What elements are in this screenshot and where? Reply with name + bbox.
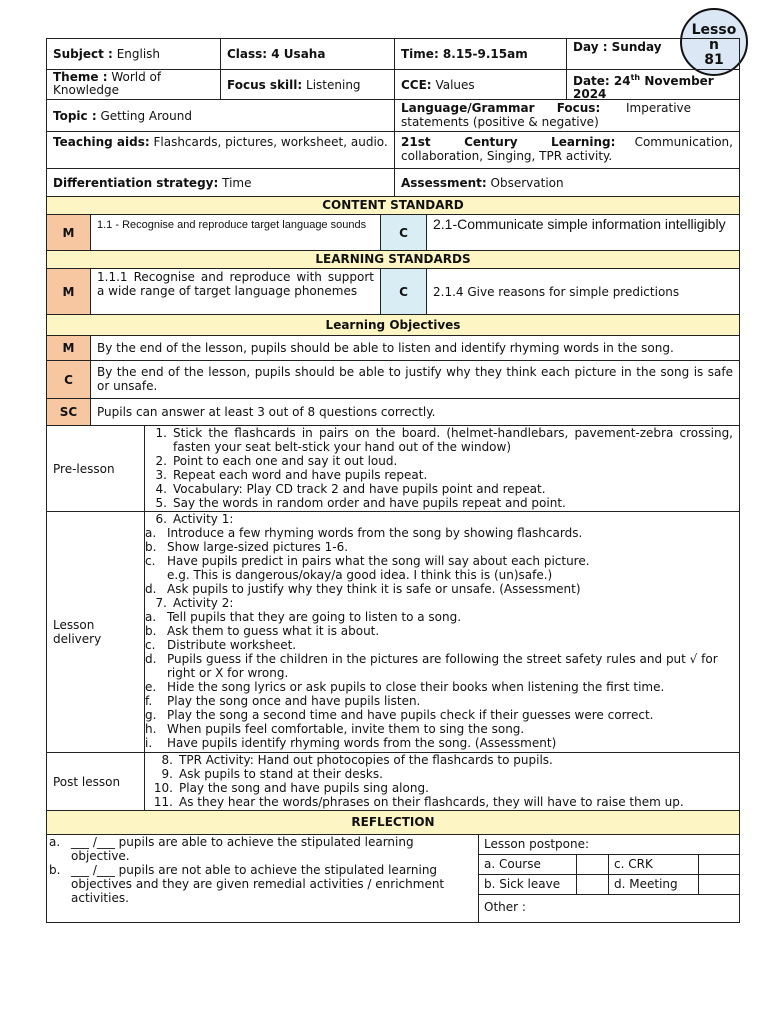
postpone-panel bbox=[479, 835, 739, 922]
content-m-text: 1.1 - Recognise and reproduce target language sounds bbox=[91, 215, 381, 250]
post-lesson-step-item-number: 9. bbox=[161, 767, 173, 781]
reflection-b-text: ___ /___ pupils are not able to achieve the stipulated learning objectives and they are given remedial activities / enrichment activities. bbox=[71, 863, 445, 905]
pre-lesson-row bbox=[46, 426, 740, 512]
activity-1-item-text: Ask pupils to justify why they think it is safe or unsafe. (Assessment) bbox=[167, 582, 581, 596]
cce-value: Values bbox=[435, 77, 475, 92]
cce-cell bbox=[395, 70, 567, 99]
reflection-b-label: b. bbox=[49, 863, 61, 877]
lesson-delivery-steps bbox=[145, 512, 739, 752]
activity-1-item-number bbox=[145, 568, 167, 582]
header-row-2 bbox=[46, 70, 740, 100]
date-rest: November 2024 bbox=[573, 74, 714, 101]
header-row-4 bbox=[46, 132, 740, 169]
assess-value: Observation bbox=[490, 175, 564, 190]
lesson-plan-table bbox=[46, 38, 740, 923]
activity-2-item-text: Tell pupils that they are going to listen to a song. bbox=[167, 610, 462, 624]
theme-cell bbox=[47, 70, 221, 99]
post-lesson-label: Post lesson bbox=[47, 753, 145, 810]
activity-2-item bbox=[145, 610, 733, 624]
pre-lesson-step-item-number: 1. bbox=[155, 426, 167, 440]
activity-2-item bbox=[145, 638, 733, 652]
activity-2-item bbox=[145, 708, 733, 722]
pre-lesson-step-item-number: 5. bbox=[155, 496, 167, 510]
objectives-title: Learning Objectives bbox=[47, 315, 739, 335]
post-lesson-list bbox=[145, 753, 733, 809]
grammar-value: Imperative statements (positive & negative) bbox=[401, 101, 692, 129]
date-label: Date: 24 bbox=[573, 74, 631, 88]
subject-value: English bbox=[116, 47, 161, 61]
activity-1-item-number: b. bbox=[145, 540, 157, 554]
activity-2-item-text: Pupils guess if the children in the pictures are following the street safety rules and put √ for right or X for wrong. bbox=[167, 652, 718, 680]
differentiation-cell bbox=[47, 169, 395, 196]
pre-lesson-step-item bbox=[145, 426, 733, 454]
learning-standards-row bbox=[46, 269, 740, 315]
meeting-option: d. Meeting bbox=[609, 875, 699, 895]
activity-2-item-text: Have pupils identify rhyming words from the song. (Assessment) bbox=[167, 736, 557, 750]
learning-m-tag: M bbox=[47, 269, 91, 314]
century-learning-cell bbox=[395, 132, 739, 168]
post-lesson-step-item-text: TPR Activity: Hand out photocopies of the flashcards to pupils. bbox=[179, 753, 553, 767]
activity-2-items bbox=[145, 610, 733, 750]
assess-label: Assessment: bbox=[401, 175, 487, 190]
post-lesson-step-item bbox=[145, 781, 733, 795]
post-lesson-step-item-number: 10. bbox=[153, 781, 173, 795]
pre-lesson-step-item-text: Vocabulary: Play CD track 2 and have pupils point and repeat. bbox=[173, 482, 546, 496]
pre-lesson-step-item bbox=[145, 454, 733, 468]
focus-label: Focus skill: bbox=[227, 77, 303, 92]
reflection-header bbox=[46, 811, 740, 835]
activity-2-item bbox=[145, 736, 733, 750]
pre-lesson-step-item-text: Point to each one and say it out loud. bbox=[173, 454, 398, 468]
course-checkbox[interactable] bbox=[577, 855, 609, 875]
post-lesson-row bbox=[46, 753, 740, 811]
pre-lesson-step-item-text: Stick the flashcards in pairs on the board. (helmet-handlebars, pavement-zebra crossing, fasten your seat belt-stick your hand out of the window) bbox=[173, 426, 733, 454]
header-row-5 bbox=[46, 169, 740, 197]
activity-2-item bbox=[145, 694, 733, 708]
pre-lesson-step-item bbox=[145, 468, 733, 482]
post-lesson-step-item bbox=[145, 753, 733, 767]
subject-cell bbox=[47, 39, 221, 69]
date-suffix: th bbox=[630, 73, 641, 82]
content-m-tag: M bbox=[47, 215, 91, 250]
objective-c-text: By the end of the lesson, pupils should be able to justify why they think each picture in the song is safe or unsafe. bbox=[97, 365, 733, 393]
activity-1-items bbox=[145, 526, 733, 596]
learning-m-text: 1.1.1 Recognise and reproduce with support a wide range of target language phonemes bbox=[91, 269, 381, 314]
post-lesson-step-item-number: 11. bbox=[153, 795, 173, 809]
activity-1-item bbox=[145, 540, 733, 554]
badge-line-1: Lesso bbox=[691, 22, 737, 38]
header-row-1 bbox=[46, 38, 740, 70]
activity-2-item-text: Distribute worksheet. bbox=[167, 638, 297, 652]
day-cell bbox=[567, 39, 739, 69]
pre-lesson-label: Pre-lesson bbox=[47, 426, 145, 511]
activity-1-item bbox=[145, 568, 733, 582]
activity-2-item-text: Ask them to guess what it is about. bbox=[167, 624, 380, 638]
objective-m-tag: M bbox=[47, 336, 91, 360]
day-label: Day : Sunday bbox=[573, 40, 662, 54]
sick-leave-option: b. Sick leave bbox=[479, 875, 577, 895]
activity-2-item-number: e. bbox=[145, 680, 157, 694]
header-row-3 bbox=[46, 100, 740, 132]
assessment-cell bbox=[395, 169, 739, 196]
pre-lesson-step-item bbox=[145, 482, 733, 496]
learning-c-text: 2.1.4 Give reasons for simple predictions bbox=[433, 284, 680, 299]
theme-label: Theme : bbox=[53, 70, 108, 84]
reflection-notes bbox=[47, 835, 479, 922]
post-lesson-step-item-number: 8. bbox=[161, 753, 173, 767]
objectives-header bbox=[46, 315, 740, 336]
activity-2-item-text: When pupils feel comfortable, invite them to sing the song. bbox=[167, 722, 525, 736]
activity-2-item-number: c. bbox=[145, 638, 156, 652]
class-label: Class: 4 Usaha bbox=[227, 47, 326, 61]
post-lesson-step-item-text: As they hear the words/phrases on their flashcards, they will have to raise them up. bbox=[179, 795, 684, 809]
grammar-cell bbox=[395, 100, 739, 131]
objective-m-row bbox=[46, 336, 740, 361]
activity-1-number: 6. bbox=[155, 512, 167, 526]
activity-1-title: Activity 1: bbox=[173, 512, 234, 526]
topic-cell bbox=[47, 100, 395, 131]
diff-value: Time bbox=[222, 175, 252, 190]
activity-1-item-text: Introduce a few rhyming words from the song by showing flashcards. bbox=[167, 526, 583, 540]
activity-2-item-number: f. bbox=[145, 694, 153, 708]
learning-standards-title: LEARNING STANDARDS bbox=[47, 251, 739, 268]
content-standard-title: CONTENT STANDARD bbox=[47, 197, 739, 214]
reflection-row bbox=[46, 835, 740, 923]
century-label: 21st Century Learning: bbox=[401, 135, 616, 149]
other-field[interactable]: Other : bbox=[484, 900, 526, 914]
crk-checkbox[interactable] bbox=[699, 855, 739, 875]
objective-c-tag: C bbox=[47, 361, 91, 398]
activity-2-item bbox=[145, 680, 733, 694]
activity-2-item-number: d. bbox=[145, 652, 157, 666]
pre-lesson-list bbox=[145, 426, 733, 510]
activity-1-heading bbox=[145, 512, 733, 526]
pre-lesson-step-item-number: 2. bbox=[155, 454, 167, 468]
activity-1-item-text: Have pupils predict in pairs what the song will say about each picture. bbox=[167, 554, 590, 568]
time-label: Time: 8.15-9.15am bbox=[401, 47, 528, 61]
class-cell bbox=[221, 39, 395, 69]
learning-c-tag: C bbox=[381, 269, 427, 314]
post-lesson-step-item bbox=[145, 767, 733, 781]
badge-line-2: n bbox=[709, 37, 719, 53]
focus-value: Listening bbox=[306, 77, 361, 92]
activity-2-item bbox=[145, 624, 733, 638]
aids-label: Teaching aids: bbox=[53, 135, 150, 149]
reflection-b bbox=[49, 863, 470, 905]
learning-standards-header bbox=[46, 251, 740, 269]
objective-sc-row bbox=[46, 399, 740, 426]
pre-lesson-step-item bbox=[145, 496, 733, 510]
post-lesson-steps bbox=[145, 753, 739, 810]
content-c-tag: C bbox=[381, 215, 427, 250]
reflection-title: REFLECTION bbox=[47, 811, 739, 834]
activity-1-item-number: d. bbox=[145, 582, 157, 596]
activity-2-item-number: g. bbox=[145, 708, 157, 722]
activity-1-item-text: Show large-sized pictures 1-6. bbox=[167, 540, 349, 554]
diff-label: Differentiation strategy: bbox=[53, 175, 219, 190]
activity-2-item-text: Play the song once and have pupils listen. bbox=[167, 694, 421, 708]
pre-lesson-step-item-text: Say the words in random order and have pupils repeat and point. bbox=[173, 496, 566, 510]
pre-lesson-steps bbox=[145, 426, 739, 511]
lesson-delivery-label: Lesson delivery bbox=[47, 512, 145, 752]
lesson-delivery-row bbox=[46, 512, 740, 753]
objective-c-row bbox=[46, 361, 740, 399]
objective-m-text: By the end of the lesson, pupils should be able to listen and identify rhyming words in the song. bbox=[97, 341, 674, 355]
activity-1-item-number: a. bbox=[145, 526, 157, 540]
activity-1-item-number: c. bbox=[145, 554, 156, 568]
focus-skill-cell bbox=[221, 70, 395, 99]
activity-1-item bbox=[145, 582, 733, 596]
activity-2-item-text: Play the song a second time and have pupils check if their guesses were correct. bbox=[167, 708, 654, 722]
activity-2-item-text: Hide the song lyrics or ask pupils to close their books when listening the first time. bbox=[167, 680, 665, 694]
reflection-a-label: a. bbox=[49, 835, 61, 849]
theme-value: World of Knowledge bbox=[53, 70, 162, 97]
cce-label: CCE: bbox=[401, 77, 432, 92]
course-option: a. Course bbox=[479, 855, 577, 875]
post-lesson-step-item-text: Play the song and have pupils sing along. bbox=[179, 781, 429, 795]
post-lesson-step-item bbox=[145, 795, 733, 809]
century-value: Communication, collaboration, Singing, TPR activity. bbox=[401, 135, 733, 163]
reflection-a bbox=[49, 835, 470, 863]
activity-2-item bbox=[145, 722, 733, 736]
badge-line-3: 81 bbox=[704, 52, 724, 68]
activity-2-number: 7. bbox=[155, 596, 167, 610]
objective-sc-tag: SC bbox=[47, 399, 91, 425]
reflection-a-text: ___ /___ pupils are able to achieve the stipulated learning objective. bbox=[71, 835, 414, 863]
activity-2-item-number: b. bbox=[145, 624, 157, 638]
objective-sc-text: Pupils can answer at least 3 out of 8 questions correctly. bbox=[97, 405, 436, 419]
pre-lesson-step-item-number: 4. bbox=[155, 482, 167, 496]
activity-1-item bbox=[145, 554, 733, 568]
activity-1-item bbox=[145, 526, 733, 540]
activity-2 bbox=[145, 596, 733, 610]
grammar-label: Language/Grammar Focus: bbox=[401, 101, 601, 115]
teaching-aids-cell bbox=[47, 132, 395, 168]
date-cell bbox=[567, 70, 739, 99]
topic-label: Topic : bbox=[53, 108, 97, 123]
subject-label: Subject : bbox=[53, 47, 113, 61]
activity-2-heading bbox=[145, 596, 733, 610]
activity-1-item-text: e.g. This is dangerous/okay/a good idea. I think this is (un)safe.) bbox=[167, 568, 553, 582]
pre-lesson-step-item-text: Repeat each word and have pupils repeat. bbox=[173, 468, 428, 482]
post-lesson-step-item-text: Ask pupils to stand at their desks. bbox=[179, 767, 383, 781]
topic-value: Getting Around bbox=[100, 108, 192, 123]
pre-lesson-step-item-number: 3. bbox=[155, 468, 167, 482]
postpone-label: Lesson postpone: bbox=[479, 835, 739, 855]
meeting-checkbox[interactable] bbox=[699, 875, 739, 895]
content-standard-header bbox=[46, 197, 740, 215]
content-c-text: 2.1-Communicate simple information intelligibly bbox=[433, 216, 726, 232]
aids-value: Flashcards, pictures, worksheet, audio. bbox=[153, 135, 388, 149]
activity-2-item-number: a. bbox=[145, 610, 157, 624]
reflection-list bbox=[49, 835, 470, 905]
activity-1 bbox=[145, 512, 733, 526]
time-cell bbox=[395, 39, 567, 69]
crk-option: c. CRK bbox=[609, 855, 699, 875]
activity-2-item-number: h. bbox=[145, 722, 157, 736]
content-standard-row bbox=[46, 215, 740, 251]
activity-2-title: Activity 2: bbox=[173, 596, 234, 610]
sick-leave-checkbox[interactable] bbox=[577, 875, 609, 895]
activity-2-item bbox=[145, 652, 733, 680]
activity-2-item-number: i. bbox=[145, 736, 153, 750]
